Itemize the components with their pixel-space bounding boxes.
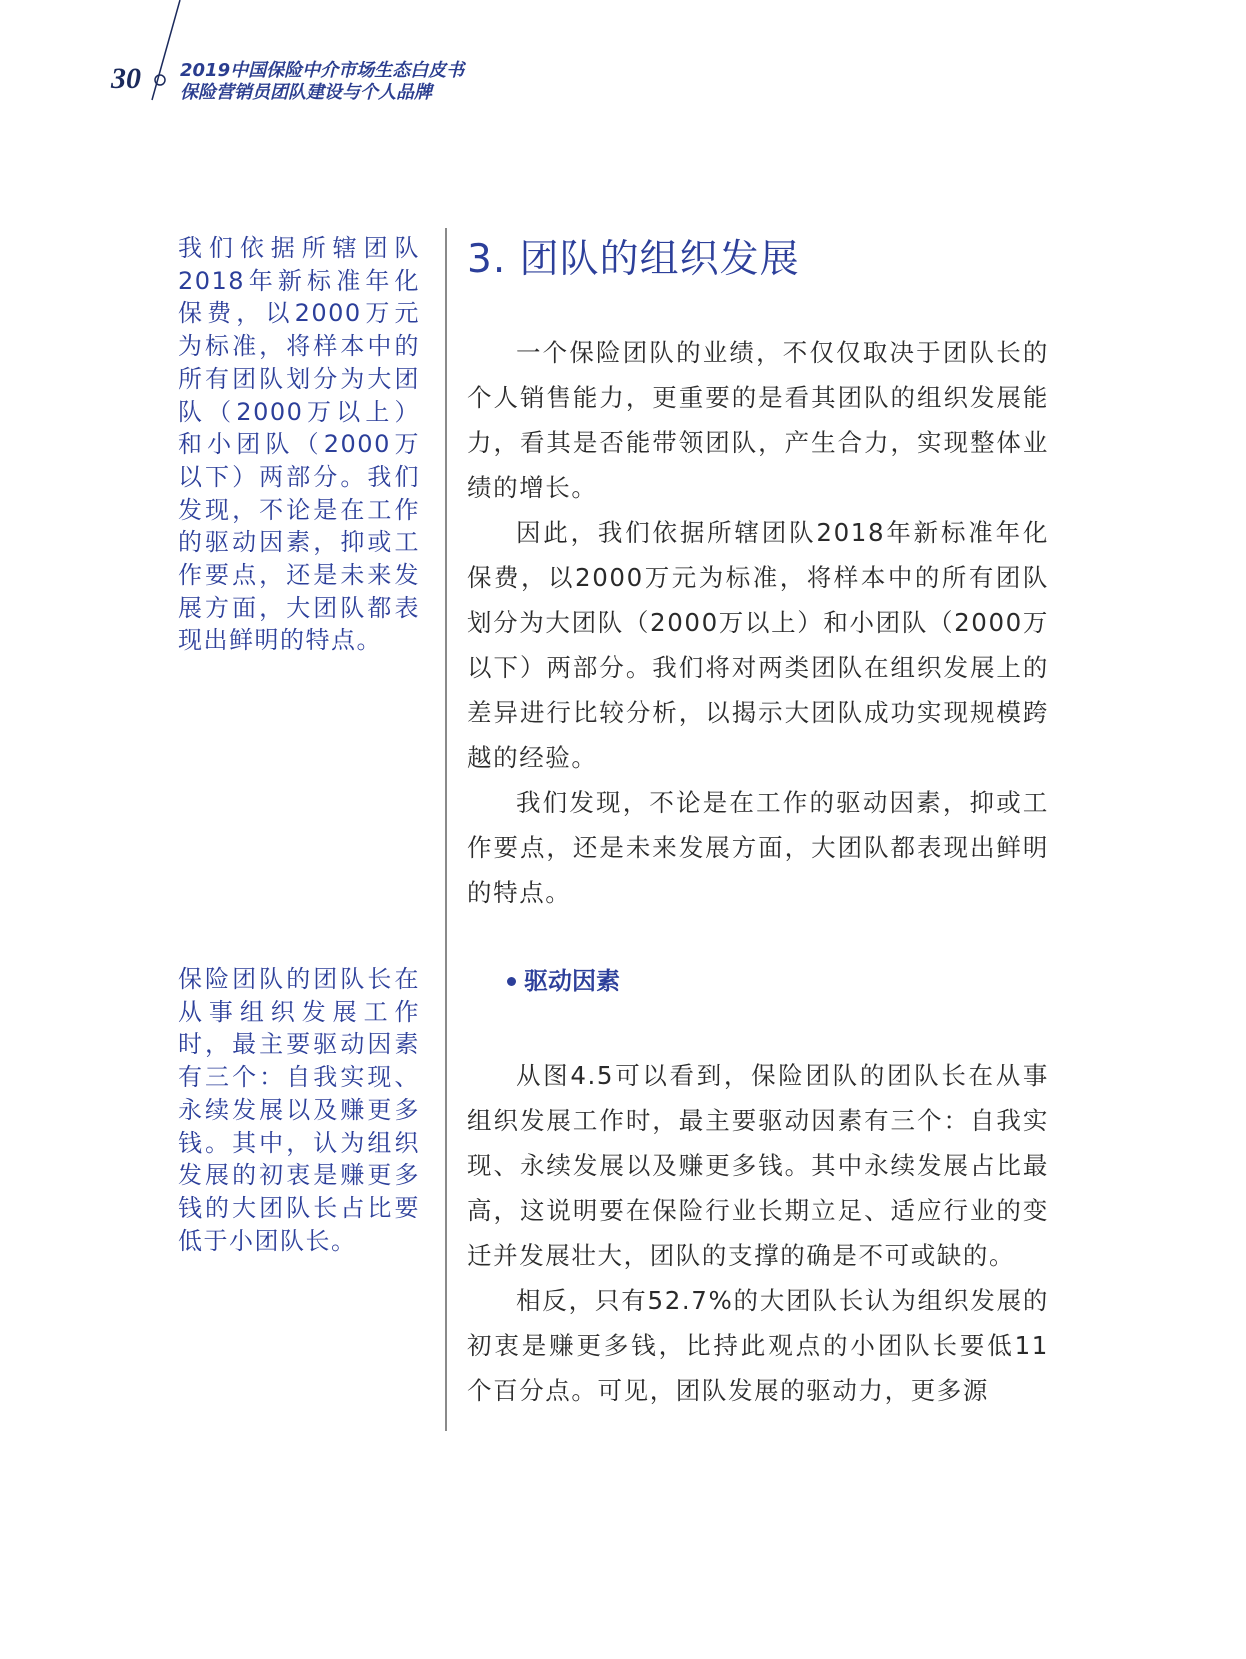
body-paragraph: 我们发现，不论是在工作的驱动因素，抑或工作要点，还是未来发展方面，大团队都表现出鲜明的特点。 [467,788,1049,907]
body-paragraph: 一个保险团队的业绩，不仅仅取决于团队长的个人销售能力，更重要的是看其团队的组织发展能力，看其是否能带领团队，产生合力，实现整体业绩的增长。 [467,338,1049,502]
body-paragraph: 因此，我们依据所辖团队2018年新标准年化保费，以2000万元为标准，将样本中的所有团队划分为大团队（2000万以上）和小团队（2000万以下）两部分。我们将对两类团队在组织发展上的差异进行比较分析，以揭示大团队成功实现规模跨越的经验。 [467,518,1049,772]
body-paragraph: 从图4.5可以看到，保险团队的团队长在从事组织发展工作时，最主要驱动因素有三个：自我实现、永续发展以及赚更多钱。其中永续发展占比最高，这说明要在保险行业长期立足、适应行业的变迁并发展壮大，团队的支撑的确是不可或缺的。 [467,1061,1049,1270]
running-header-title: 2019中国保险中介市场生态白皮书 [180,60,465,81]
running-header-subtitle: 保险营销员团队建设与个人品牌 [180,82,432,103]
subsection-title: 驱动因素 [524,967,620,995]
page-number: 30 [111,62,141,95]
running-header [180,60,464,104]
main-column [467,228,1049,1413]
sidebar-note: 保险团队的团队长在从事组织发展工作时，最主要驱动因素有三个：自我实现、永续发展以及赚更多钱。其中，认为组织发展的初衷是赚更多钱的大团队长占比要低于小团队长。 [178,965,420,1255]
body-paragraph: 相反，只有52.7%的大团队长认为组织发展的初衷是赚更多钱，比持此观点的小团队长要低11个百分点。可见，团队发展的驱动力，更多源 [467,1286,1049,1405]
section-title: 3. 团队的组织发展 [467,237,800,282]
subsection-heading [507,963,1049,999]
bullet-icon [507,977,516,986]
sidebar-note: 我们依据所辖团队2018年新标准年化保费，以2000万元为标准，将样本中的所有团队划分为大团队（2000万以上）和小团队（2000万以下）两部分。我们发现，不论是在工作的驱动因素，抑或工作要点，还是未来发展方面，大团队都表现出鲜明的特点。 [178,234,420,655]
column-divider [445,228,447,1431]
